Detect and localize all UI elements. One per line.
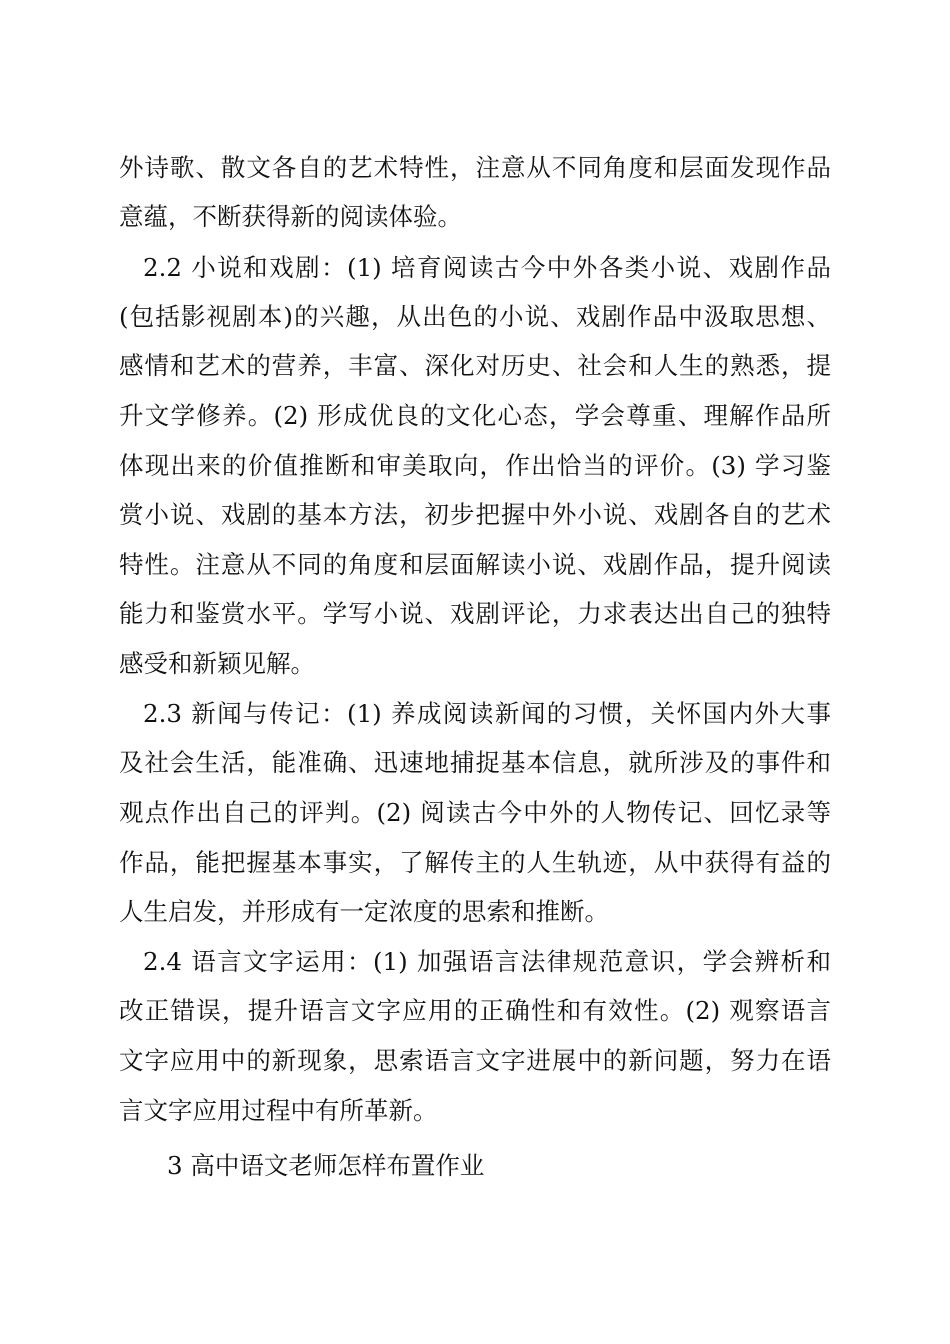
paragraph-line: (包括影视剧本)的兴趣，从出色的小说、戏剧作品中汲取思想、 bbox=[119, 302, 831, 331]
paragraph-line: 体现出来的价值推断和审美取向，作出恰当的评价。(3) 学习鉴 bbox=[119, 451, 831, 480]
paragraph-line: 意蕴，不断获得新的阅读体验。 bbox=[119, 202, 462, 231]
paragraph-line: 2.2 小说和戏剧：(1) 培育阅读古今中外各类小说、戏剧作品 bbox=[143, 253, 831, 282]
paragraph-line: 人生启发，并形成有一定浓度的思索和推断。 bbox=[119, 897, 609, 926]
paragraph-line: 外诗歌、散文各自的艺术特性，注意从不同角度和层面发现作品 bbox=[119, 153, 831, 182]
paragraph-line: 改正错误，提升语言文字应用的正确性和有效性。(2) 观察语言 bbox=[119, 996, 831, 1025]
paragraph-line: 感受和新颖见解。 bbox=[119, 649, 315, 678]
paragraph-line: 赏小说、戏剧的基本方法，初步把握中外小说、戏剧各自的艺术 bbox=[119, 500, 831, 529]
section-heading: 3 高中语文老师怎样布置作业 bbox=[167, 1151, 485, 1180]
paragraph-line: 观点作出自己的评判。(2) 阅读古今中外的人物传记、回忆录等 bbox=[119, 798, 831, 827]
paragraph-line: 言文字应用过程中有所革新。 bbox=[119, 1096, 438, 1125]
paragraph-line: 感情和艺术的营养，丰富、深化对历史、社会和人生的熟悉，提 bbox=[119, 351, 831, 380]
paragraph-line: 作品，能把握基本事实，了解传主的人生轨迹，从中获得有益的 bbox=[119, 848, 831, 877]
paragraph-line: 2.4 语言文字运用：(1) 加强语言法律规范意识，学会辨析和 bbox=[143, 947, 831, 976]
paragraph-line: 能力和鉴赏水平。学写小说、戏剧评论，力求表达出自己的独特 bbox=[119, 599, 831, 628]
paragraph-line: 升文学修养。(2) 形成优良的文化心态，学会尊重、理解作品所 bbox=[119, 401, 831, 430]
paragraph-line: 及社会生活，能准确、迅速地捕捉基本信息，就所涉及的事件和 bbox=[119, 748, 831, 777]
paragraph-line: 特性。注意从不同的角度和层面解读小说、戏剧作品，提升阅读 bbox=[119, 550, 831, 579]
paragraph-line: 2.3 新闻与传记：(1) 养成阅读新闻的习惯，关怀国内外大事 bbox=[143, 699, 831, 728]
paragraph-line: 文字应用中的新现象，思索语言文字进展中的新问题，努力在语 bbox=[119, 1046, 831, 1075]
